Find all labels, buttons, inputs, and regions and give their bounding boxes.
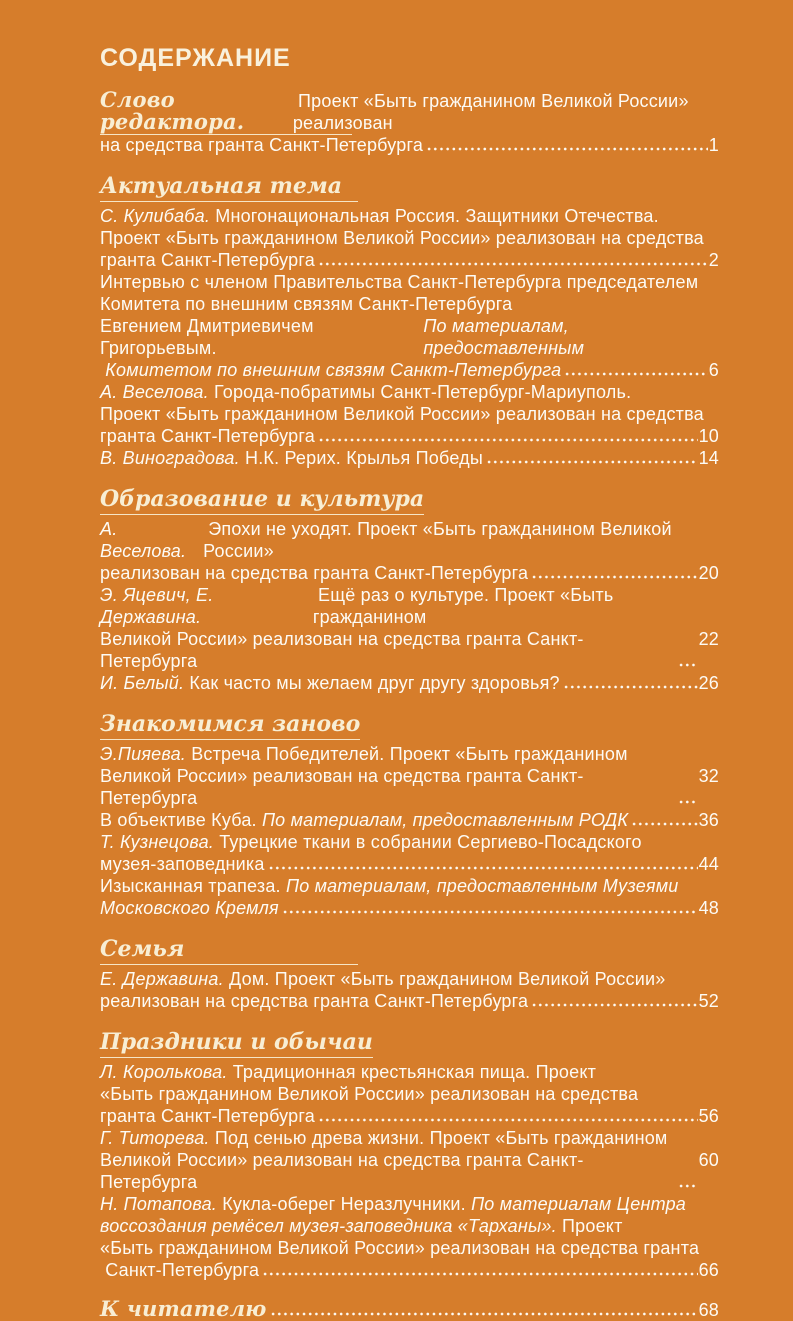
toc-text: Встреча Победителей. Проект «Быть гражданином: [185, 744, 628, 764]
toc-line: [100, 1061, 719, 1083]
toc-text: Великой России» реализован на средства гранта Санкт-Петербурга: [100, 629, 584, 671]
dot-leader: [531, 1002, 697, 1008]
dot-leader: [282, 909, 698, 915]
toc-line: [100, 853, 719, 875]
toc-text: Великой России» реализован на средства гранта Санкт-Петербурга: [100, 1150, 584, 1192]
toc-text: на средства гранта Санкт-Петербурга: [100, 135, 424, 155]
toc-line: [100, 249, 719, 271]
dot-leader: [531, 574, 697, 580]
toc-line: [100, 381, 719, 403]
dot-leader: [678, 799, 698, 805]
toc-entry: [100, 447, 719, 469]
toc-text: К читателю: [100, 1296, 267, 1321]
page-number: 44: [698, 854, 719, 874]
toc-line: [100, 897, 719, 919]
toc-text: музея-заповедника: [100, 854, 265, 874]
toc-text: Э.Пияева.: [100, 744, 186, 764]
toc-line: [100, 672, 719, 694]
page-number: 14: [698, 448, 719, 468]
toc-section: [100, 173, 719, 469]
section-heading: Семья: [100, 936, 358, 965]
toc-text: Великой России» реализован на средства гранта Санкт-Петербурга: [100, 766, 584, 808]
toc-line: [100, 447, 719, 469]
toc-entry: [100, 205, 719, 271]
toc-entry: [100, 271, 719, 381]
toc-line: [100, 518, 719, 562]
toc-text: Интервью с членом Правительства Санкт-Петербурга председателем: [100, 272, 699, 292]
toc-line: [100, 1259, 719, 1281]
toc-section: [100, 89, 719, 156]
page-number: 66: [698, 1260, 719, 1280]
toc-entry: [100, 1061, 719, 1127]
toc-text: гранта Санкт-Петербурга: [100, 250, 315, 270]
toc-text: Проект «Быть гражданином Великой России» реализован: [292, 91, 694, 133]
dot-leader: [486, 459, 698, 465]
dot-leader: [426, 146, 708, 152]
toc-text: Л. Королькова.: [100, 1062, 228, 1082]
toc-text: По материалам, предоставленным РОДК: [261, 810, 629, 830]
toc-text: Проект: [556, 1216, 623, 1236]
page-number: 32: [698, 766, 719, 786]
toc-line: [100, 831, 719, 853]
toc-line: [100, 1149, 719, 1193]
toc-line: [100, 1105, 719, 1127]
toc-text: Слово редактора.: [100, 87, 245, 134]
toc-text: Н. Потапова.: [100, 1194, 217, 1214]
toc-line: [100, 293, 719, 315]
toc-text: А. Веселова.: [100, 382, 209, 402]
dot-leader: [564, 371, 707, 377]
toc-line: [100, 1298, 719, 1321]
toc-line: [100, 743, 719, 765]
toc-text: По материалам, предоставленным: [423, 316, 585, 358]
toc-text: В. Виноградова.: [100, 448, 240, 468]
section-heading: Образование и культура: [100, 486, 424, 515]
toc-entry: [100, 875, 719, 919]
dot-leader: [318, 437, 698, 443]
toc-line: [100, 1237, 719, 1259]
toc-text: Э. Яцевич, Е. Державина.: [100, 585, 219, 627]
toc-line: [100, 1127, 719, 1149]
toc-section: [100, 711, 719, 919]
page-number: 6: [708, 360, 719, 380]
page-number: 56: [698, 1106, 719, 1126]
page-number: 36: [698, 810, 719, 830]
toc-text: воссоздания ремёсел музея-заповедника «Тарханы».: [100, 1216, 557, 1236]
toc-text: Г. Титорева.: [100, 1128, 210, 1148]
toc-line: [100, 562, 719, 584]
section-heading: Актуальная тема: [100, 173, 358, 202]
toc-text: Турецкие ткани в собрании Сергиево-Посадского: [214, 832, 642, 852]
toc-line: [100, 990, 719, 1012]
toc-text: «Быть гражданином Великой России» реализован на средства гранта: [100, 1238, 700, 1258]
toc-text: Санкт-Петербурга: [100, 1260, 260, 1280]
toc-entry: [100, 831, 719, 875]
toc-line: [100, 205, 719, 227]
toc: [100, 89, 719, 1321]
toc-line: [100, 227, 719, 249]
toc-text: Ещё раз о культуре. Проект «Быть гражданином: [312, 585, 619, 627]
toc-line: [100, 425, 719, 447]
toc-text: Многонациональная Россия. Защитники Отечества.: [210, 206, 659, 226]
toc-line: [100, 968, 719, 990]
dot-leader: [563, 684, 698, 690]
toc-text: Под сенью древа жизни. Проект «Быть гражданином: [209, 1128, 668, 1148]
toc-text: Эпохи не уходят. Проект «Быть гражданином Великой России»: [203, 519, 677, 561]
page-number: 10: [698, 426, 719, 446]
toc-text: реализован на средства гранта Санкт-Петербурга: [100, 563, 529, 583]
toc-entry: [100, 809, 719, 831]
toc-text: Изысканная трапеза.: [100, 876, 286, 896]
dot-leader: [270, 1311, 698, 1317]
toc-text: Комитета по внешним связям Санкт-Петербурга: [100, 294, 513, 314]
dot-leader: [631, 821, 697, 827]
toc-line: [100, 359, 719, 381]
page-number: 20: [698, 563, 719, 583]
toc-section: [100, 1029, 719, 1281]
page-number: 48: [698, 898, 719, 918]
dot-leader: [262, 1271, 697, 1277]
toc-line: [100, 1215, 719, 1237]
toc-line: [100, 271, 719, 293]
dot-leader: [268, 865, 698, 871]
dot-leader: [318, 1117, 698, 1123]
toc-section: [100, 486, 719, 694]
toc-entry: [100, 381, 719, 447]
toc-text: И. Белый.: [100, 673, 185, 693]
toc-text: Кукла-оберег Неразлучники.: [216, 1194, 472, 1214]
page-number: 26: [698, 673, 719, 693]
toc-entry: [100, 584, 719, 672]
dot-leader: [318, 261, 708, 267]
toc-text: Комитетом по внешним связям Санкт-Петербурга: [100, 360, 562, 380]
toc-line: [100, 809, 719, 831]
toc-text: Московского Кремля: [100, 898, 279, 918]
toc-text: гранта Санкт-Петербурга: [100, 1106, 315, 1126]
section-heading: Праздники и обычаи: [100, 1029, 373, 1058]
toc-text: Е. Державина.: [100, 969, 224, 989]
page-number: 52: [698, 991, 719, 1011]
toc-entry: [100, 968, 719, 1012]
page-title: СОДЕРЖАНИЕ: [100, 44, 291, 72]
toc-text: С. Кулибаба.: [100, 206, 211, 226]
page-number: 2: [708, 250, 719, 270]
toc-text: В объективе Куба.: [100, 810, 262, 830]
toc-text: Проект «Быть гражданином Великой России» реализован на средства: [100, 404, 704, 424]
toc-text: Как часто мы желаем друг другу здоровья?: [184, 673, 560, 693]
toc-line: [100, 134, 719, 156]
toc-line: [100, 403, 719, 425]
toc-line: [100, 875, 719, 897]
toc-entry: [100, 89, 719, 156]
toc-text: реализован на средства гранта Санкт-Петербурга: [100, 991, 529, 1011]
toc-entry: [100, 1298, 719, 1321]
toc-text: Проект «Быть гражданином Великой России» реализован на средства: [100, 228, 704, 248]
toc-section: [100, 1298, 719, 1321]
page-number: 1: [708, 135, 719, 155]
toc-text: Традиционная крестьянская пища. Проект: [227, 1062, 597, 1082]
toc-text: А. Веселова.: [100, 519, 187, 561]
toc-text: Дом. Проект «Быть гражданином Великой России»: [223, 969, 666, 989]
toc-line: [100, 1193, 719, 1215]
dot-leader: [678, 1183, 698, 1189]
toc-entry: [100, 518, 719, 584]
page-number: 68: [698, 1300, 719, 1320]
page-number: 22: [698, 629, 719, 649]
toc-line: [100, 315, 719, 359]
toc-line: [100, 89, 719, 134]
toc-text: Т. Кузнецова.: [100, 832, 215, 852]
toc-text: По материалам Центра: [471, 1194, 687, 1214]
toc-text: гранта Санкт-Петербурга: [100, 426, 315, 446]
dot-leader: [678, 662, 698, 668]
toc-entry: [100, 743, 719, 809]
toc-line: [100, 584, 719, 628]
section-heading: Знакомимся заново: [100, 711, 360, 740]
page-number: 60: [698, 1150, 719, 1170]
toc-text: Евгением Дмитриевичем Григорьевым.: [100, 316, 319, 358]
toc-text: Н.К. Рерих. Крылья Победы: [239, 448, 483, 468]
toc-entry: [100, 1127, 719, 1193]
toc-section: [100, 936, 719, 1012]
toc-line: [100, 765, 719, 809]
toc-entry: [100, 672, 719, 694]
toc-text: По материалам, предоставленным Музеями: [285, 876, 679, 896]
toc-text: Города-побратимы Санкт-Петербург-Мариуполь.: [208, 382, 632, 402]
toc-line: [100, 628, 719, 672]
toc-line: [100, 1083, 719, 1105]
toc-text: «Быть гражданином Великой России» реализован на средства: [100, 1084, 639, 1104]
toc-entry: [100, 1193, 719, 1281]
